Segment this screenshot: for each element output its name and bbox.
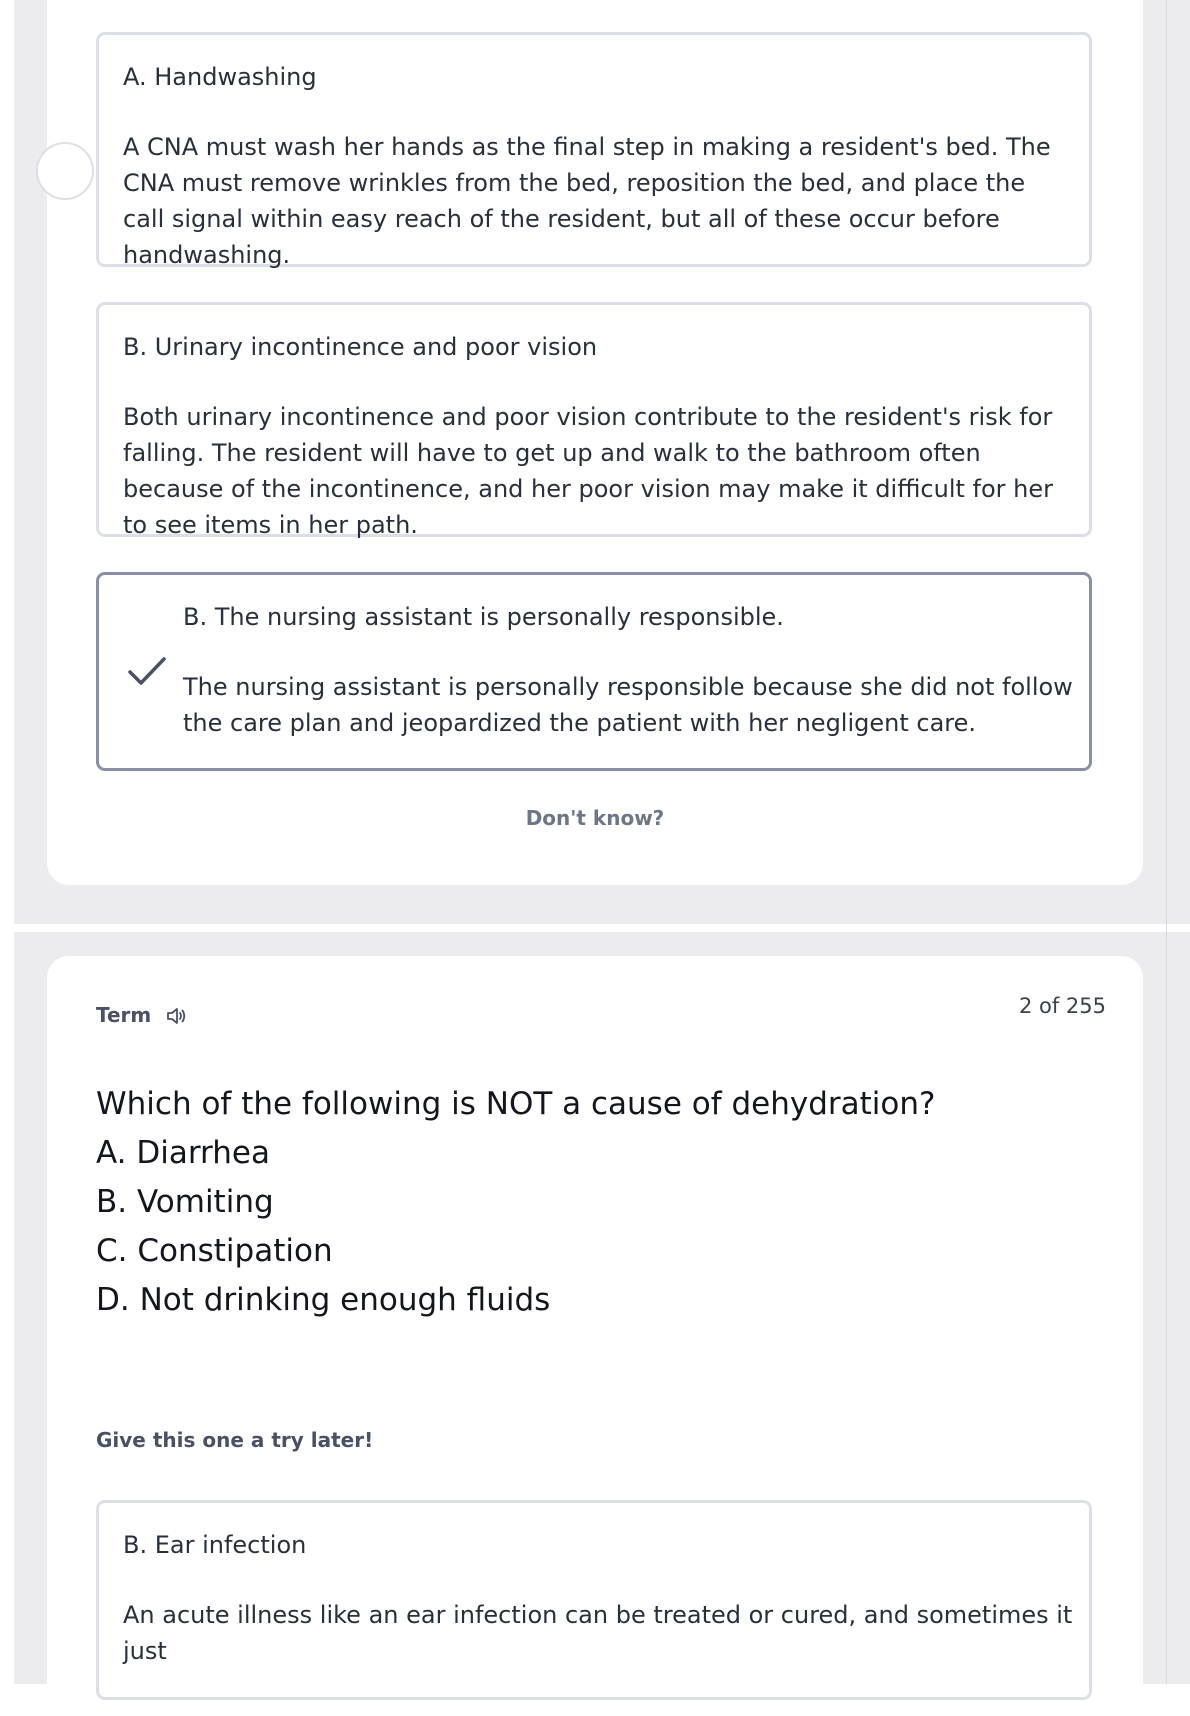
option-title: A. Handwashing [123,63,317,91]
dont-know-link[interactable]: Don't know? [525,806,665,830]
option-explanation: The nursing assistant is personally responsible because she did not follow the care plan and jeopardized the patient with her negligent care. [183,673,1073,737]
checkmark-icon [127,655,167,689]
radio-button[interactable] [36,142,94,200]
section-divider [14,924,1190,932]
answer-option-1[interactable] [96,1500,1092,1700]
option-title: B. Ear infection [123,1531,307,1559]
option-explanation: Both urinary incontinence and poor vision contribute to the resident's risk for falling. The resident will have to get up and walk to the bathroom often because of the incontinence, and her poor vision may make it difficult for her to see items in her path. [123,403,1053,539]
option-explanation: An acute illness like an ear infection can be treated or cured, and sometimes it just [123,1601,1073,1665]
question-choice: C. Constipation [96,1233,333,1269]
answer-option-3-selected[interactable] [96,572,1092,771]
term-label: Term [96,1003,152,1027]
option-title: B. The nursing assistant is personally responsible. [183,603,784,631]
question-text [96,1080,935,1325]
question-choice: A. Diarrhea [96,1135,270,1171]
speaker-icon[interactable] [165,1005,187,1027]
answer-option-2[interactable] [96,302,1092,537]
option-explanation: A CNA must wash her hands as the final step in making a resident's bed. The CNA must remove wrinkles from the bed, reposition the bed, and place the call signal within easy reach of the resident, but all of these occur before handwashing. [123,133,1051,269]
option-title: B. Urinary incontinence and poor vision [123,333,598,361]
question-choice: B. Vomiting [96,1184,274,1220]
try-later-message: Give this one a try later! [96,1428,374,1452]
question-choice: D. Not drinking enough fluids [96,1282,551,1318]
card-counter: 2 of 255 [1018,994,1106,1018]
answer-option-1[interactable] [96,32,1092,267]
question-prompt: Which of the following is NOT a cause of dehydration? [96,1086,936,1122]
page-gutter [0,0,14,1684]
scrollbar-track[interactable] [1166,0,1167,1684]
